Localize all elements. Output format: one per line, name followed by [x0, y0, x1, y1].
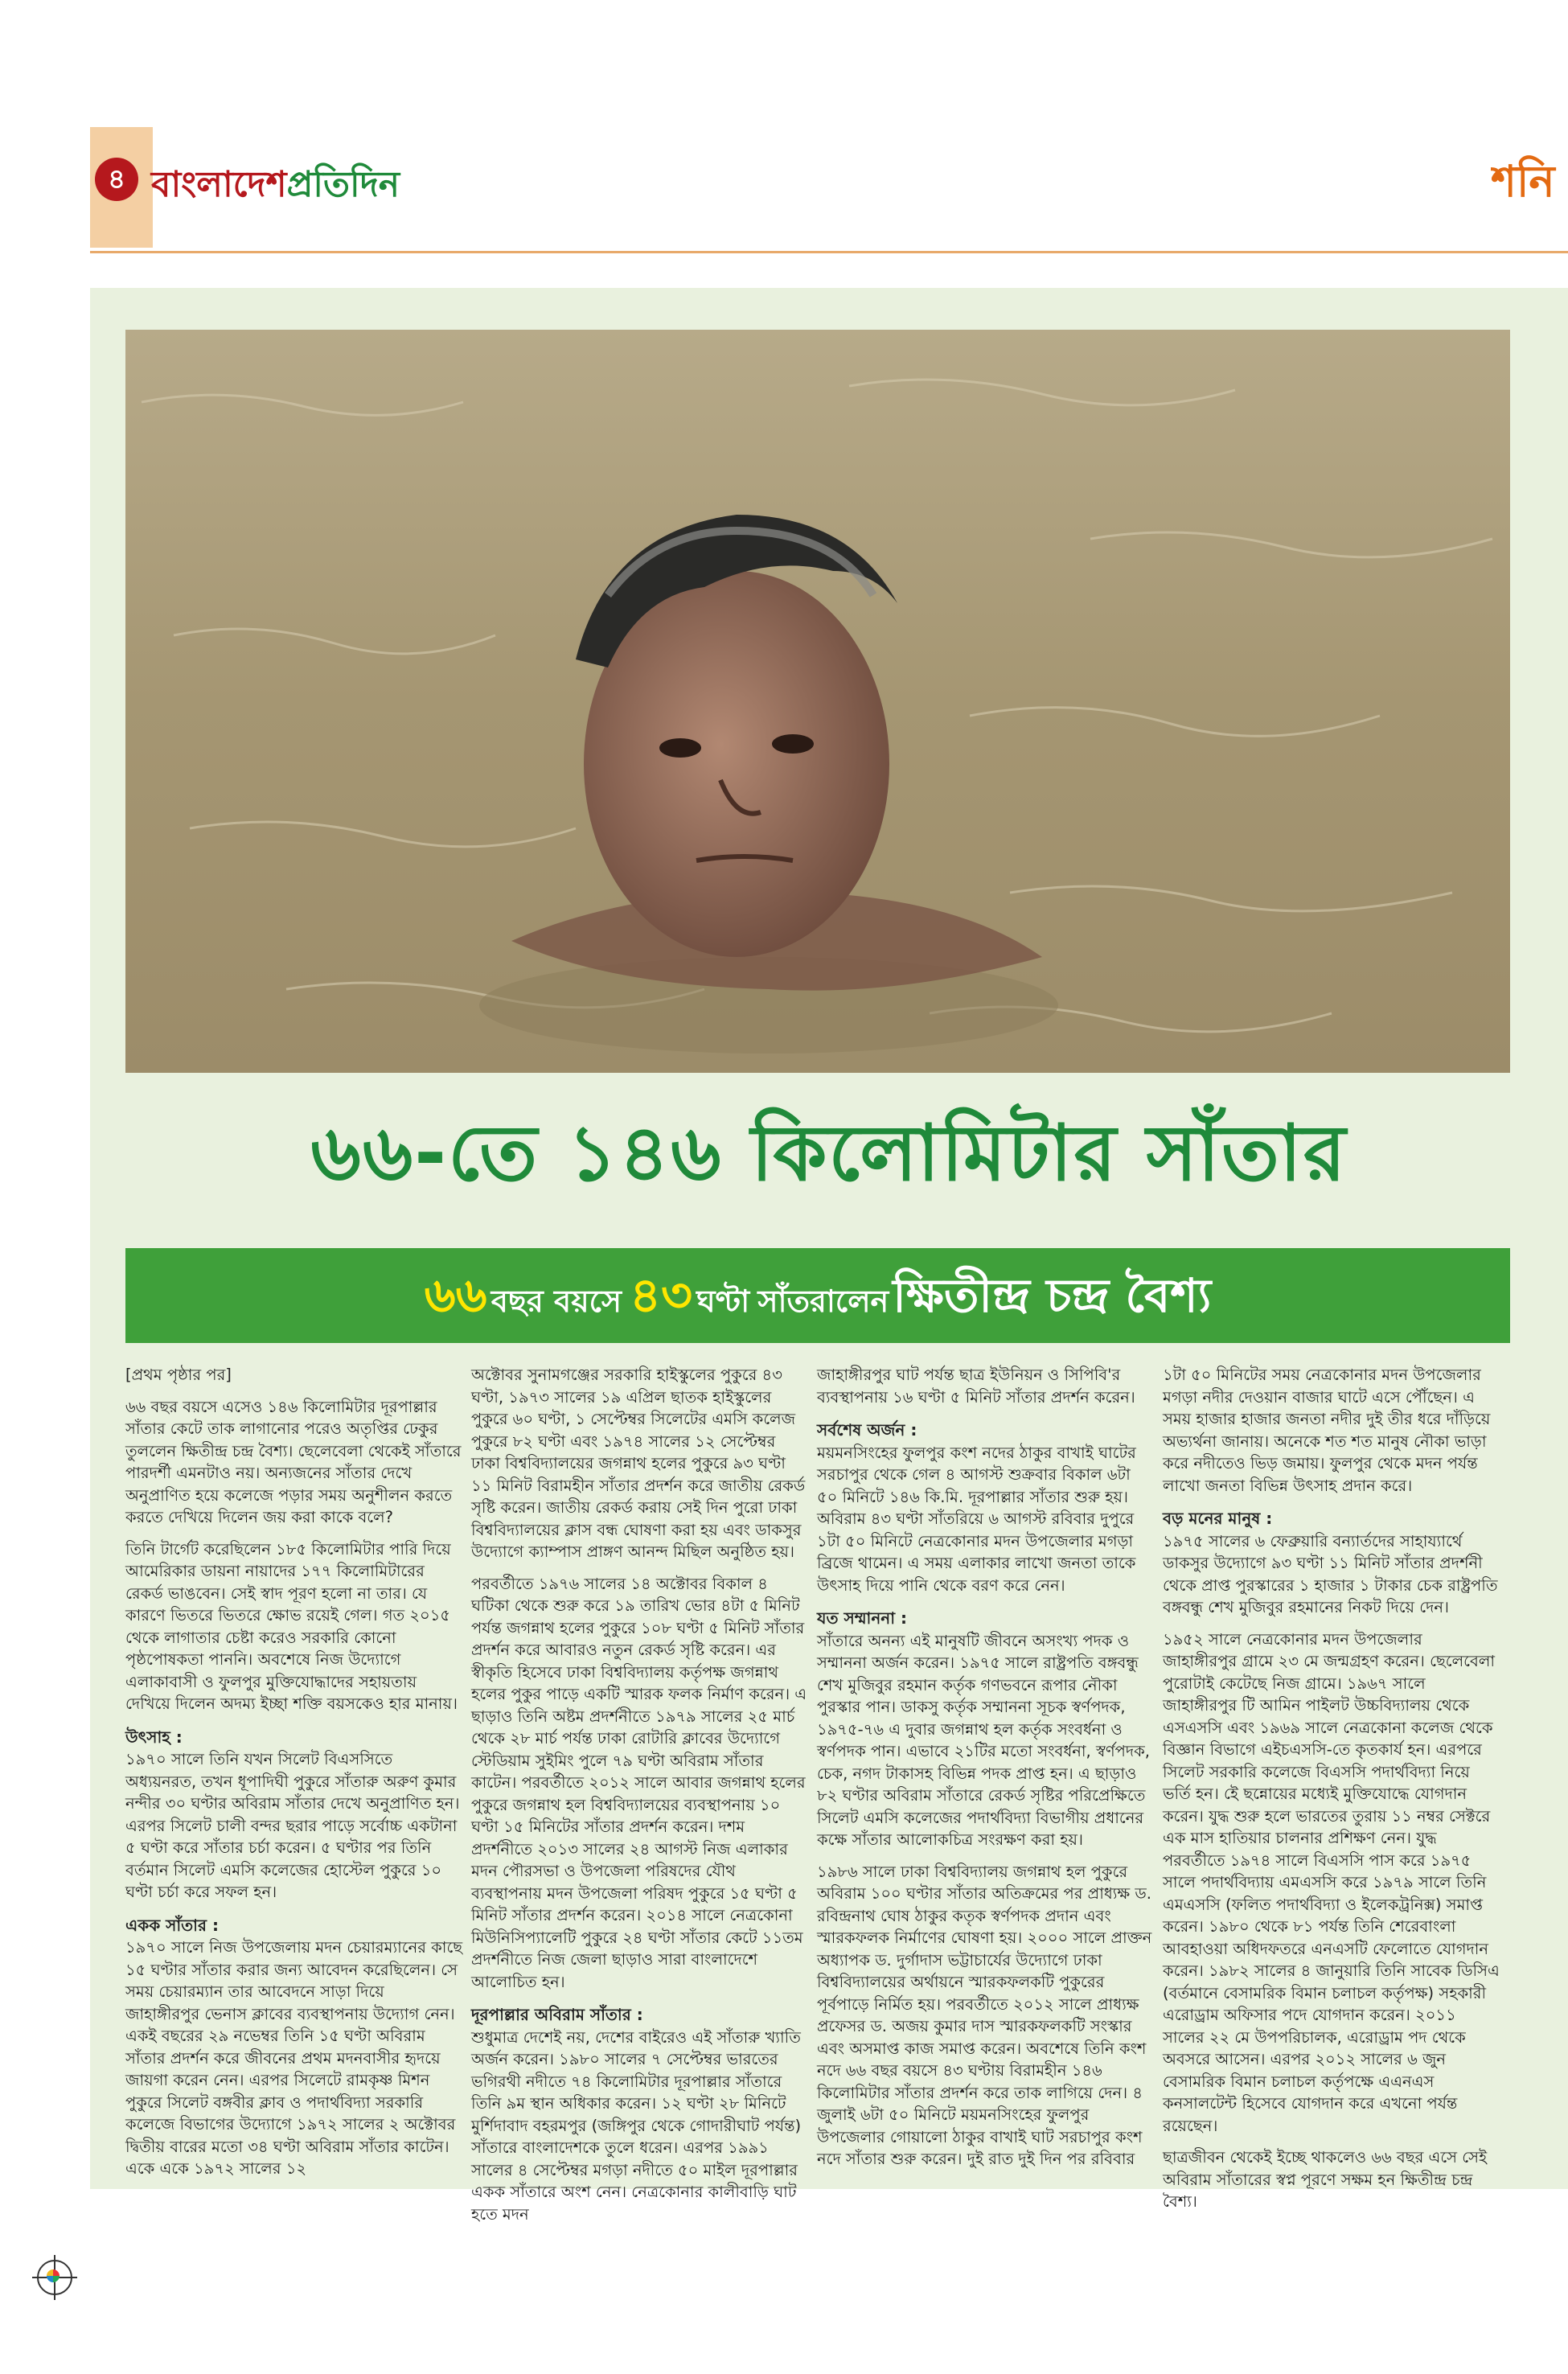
article-column-3 [817, 1364, 1155, 2180]
article-photo [125, 330, 1510, 1073]
paragraph: ছাত্রজীবন থেকেই ইচ্ছে থাকলেও ৬৬ বছর এসে সেই অবিরাম সাঁতারের স্বপ্ন পূরণে সক্ষম হন ক্ষিতীন্দ্র চন্দ্র বৈশ্য। [1163, 2148, 1488, 2211]
article-headline: ৬৬-তে ১৪৬ কিলোমিটার সাঁতার [310, 1108, 1348, 1198]
paragraph: জাহাঙ্গীরপুর ঘাট পর্যন্ত ছাত্র ইউনিয়ন ও সিপিবি'র ব্যবস্থাপনায় ১৬ ঘণ্টা ৫ মিনিট সাঁতার প্রদর্শন করেন। [817, 1366, 1135, 1407]
paragraph: শুধুমাত্র দেশেই নয়, দেশের বাইরেও এই সাঁতারু খ্যাতি অর্জন করেন। ১৯৮০ সালের ৭ সেপ্টেম্বর ভারতের ভগিরথী নদীতে ৭৪ কিলোমিটার দূরপাল্লার সাঁতারে তিনি ৯ম স্থান অধিকার করেন। ১২ ঘণ্টা ২৮ মিনিটে মুর্শিদাবাদ বহরমপুর (জঙ্গিপুর থেকে গোদারীঘাট পর্যন্ত) সাঁতারে বাংলাদেশকে তুলে ধরেন। এরপর ১৯৯১ সালের ৪ সেপ্টেম্বর মগড়া নদীতে ৫০ মাইল দূরপাল্লার একক সাঁতারে অংশ নেন। নেত্রকোনার কালীবাড়ি ঘাট হতে মদন [471, 2027, 802, 2224]
paragraph: অক্টোবর সুনামগঞ্জের সরকারি হাইস্কুলের পুকুরে ৪৩ ঘণ্টা, ১৯৭৩ সালের ১৯ এপ্রিল ছাতক হাইস্কুলের পুকুরে ৬০ ঘণ্টা, ১ সেপ্টেম্বর সিলেটের এমসি কলেজ পুকুরে ৮২ ঘণ্টা এবং ১৯৭৪ সালের ১২ সেপ্টেম্বর ঢাকা বিশ্ববিদ্যালয়ের জগন্নাথ হলের পুকুরে ৯৩ ঘণ্টা ১১ মিনিট বিরামহীন সাঁতার প্রদর্শন করে জাতীয় রেকর্ড সৃষ্টি করেন। জাতীয় রেকর্ড করায় সেই দিন পুরো ঢাকা বিশ্ববিদ্যালয়ের ক্লাস বন্ধ ঘোষণা করা হয় এবং ডাকসুর উদ্যোগে ক্যাম্পাস প্রাঙ্গণ আনন্দ মিছিল অনুষ্ঠিত হয়। [471, 1366, 806, 1561]
article-column-1 [125, 1364, 463, 2190]
paragraph: ১৯৭৫ সালের ৬ ফেব্রুয়ারি বন্যার্তদের সাহায্যার্থে ডাকসুর উদ্যোগে ৯৩ ঘণ্টা ১১ মিনিট সাঁতার প্রদর্শনী থেকে প্রাপ্ত পুরস্কারের ১ হাজার ১ টাকার চেক রাষ্ট্রপতি বঙ্গবন্ধু শেখ মুজিবুর রহমানের নিকট দিয়ে দেন। [1163, 1531, 1498, 1616]
subheadline-name: ক্ষিতীন্দ্র চন্দ্র বৈশ্য [893, 1268, 1212, 1323]
section-label-fragment: শনি [1491, 156, 1555, 207]
paragraph: ১৯৫২ সালে নেত্রকোনার মদন উপজেলার জাহাঙ্গীরপুর গ্রামে ২৩ মে জন্মগ্রহণ করেন। ছেলেবেলা পুরোটাই কেটেছে নিজ গ্রামে। ১৯৬৭ সালে জাহাঙ্গীরপুর টি আমিন পাইলট উচ্চবিদ্যালয় থেকে এসএসসি এবং ১৯৬৯ সালে নেত্রকোনা কলেজ থেকে বিজ্ঞান বিভাগে এইচএসসি-তে কৃতকার্য হন। এরপরে সিলেট সরকারি কলেজে বিএসসি পদার্থবিদ্যা নিয়ে ভর্তি হন। ইে ছন্নোয়ের মধ্যেই মুক্তিযোদ্ধে যোগদান করেন। যুদ্ধ শুরু হলে ভারতের তুরায় ১১ নম্বর সেক্টরে এক মাস হাতিয়ার চালনার প্রশিক্ষণ নেন। যুদ্ধ পরবর্তীতে ১৯৭৪ সালে বিএসসি পাস করে ১৯৭৫ সালে পদার্থবিদ্যায় এমএসসি করে ১৯৭৯ সালে তিনি এমএসসি (ফলিত পদার্থবিদ্যা ও ইলেকট্রনিক্স) সমাপ্ত করেন। ১৯৮০ থেকে ৮১ পর্যন্ত তিনি শেরেবাংলা আবহাওয়া অধিদফতরে এনএসটি ফেলোতে যোগদান করেন। ১৯৮২ সালের ৪ জানুয়ারি তিনি সাবেক ডিসিএ (বর্তমানে বেসামরিক বিমান চলাচল কর্তৃপক্ষ) সহকারী এরোড্রাম অফিসার পদে যোগদান করেন। ২০১১ সালের ২২ মে উপপরিচালক, এরোড্রাম পদ থেকে অবসরে আসেন। এরপর ২০১২ সালের ৬ জুন বেসামরিক বিমান চলাচল কর্তৃপক্ষে এএনএস কনসালটেন্ট হিসেবে যোগদান করে এখনো পর্যন্ত রয়েছেন। [1163, 1629, 1500, 2135]
color-registration-icon [47, 2269, 60, 2282]
paragraph: ৬৬ বছর বয়সে এসেও ১৪৬ কিলোমিটার দূরপাল্লার সাঁতার কেটে তাক লাগানোর পরেও অতৃপ্তির ঢেকুর তুললেন ক্ষিতীন্দ্র চন্দ্র বৈশ্য। ছেলেবেলা থেকেই সাঁতারে পারদর্শী এমনটাও নয়। অন্যজনের সাঁতার দেখে অনুপ্রাণিত হয়ে কলেজে পড়ার সময় অনুশীলন করতে করতে দেখিয়ে দিলেন জয় করা কাকে বলে? [125, 1397, 462, 1526]
paragraph: ১৯৭০ সালে তিনি যখন সিলেট বিএসসিতে অধ্যয়নরত, তখন ধূপাদিঘী পুকুরে সাঁতারু অরুণ কুমার নন্দীর ৩০ ঘণ্টার অবিরাম সাঁতার দেখে অনুপ্রাণিত হন। এরপর সিলেট চালী বন্দর ছরার পাড়ে সর্বোচ্চ একটানা ৫ ঘণ্টা করে সাঁতার চর্চা করেন। ৫ ঘণ্টার পর তিনি বর্তমান সিলেট এমসি কলেজের হোস্টেল পুকুরে ১০ ঘণ্টা চর্চা করে সফল হন। [125, 1750, 460, 1901]
subheadline-age: ৬৬ [424, 1267, 487, 1324]
section-heading: দূরপাল্লার অবিরাম সাঁতার : [471, 2005, 643, 2024]
section-heading: একক সাঁতার : [125, 1915, 219, 1935]
paragraph: ১৯৮৬ সালে ঢাকা বিশ্ববিদ্যালয় জগন্নাথ হল পুকুরে অবিরাম ১০০ ঘণ্টার সাঁতার অতিক্রমের পর প্রাধ্যক্ষ ড. রবিন্দ্রনাথ ঘোষ ঠাকুর কতৃক স্বর্ণপদক প্রদান এবং স্মারকফলক নির্মাণের ঘোষণা হয়। ২০০০ সালে প্রাক্তন অধ্যাপক ড. দুর্গাদাস ভট্টাচার্যের উদ্যোগে ঢাকা বিশ্ববিদ্যালয়ের অর্থায়নে স্মারকফলকটি পুকুরের পূর্বপাড়ে নির্মিত হয়। পরবর্তীতে ২০১২ সালে প্রাধ্যক্ষ প্রফেসর ড. অজয় কুমার দাস স্মারকফলকটি সংস্কার এবং অসমাপ্ত কাজ সমাপ্ত করেন। অবশেষে তিনি কংশ নদে ৬৬ বছর বয়সে ৪৩ ঘণ্টায় বিরামহীন ১৪৬ কিলোমিটার সাঁতার প্রদর্শন করে তাক লাগিয়ে দেন। ৪ জুলাই ৬টা ৫০ মিনিটে ময়মনসিংহের ফুলপুর উপজেলার গোয়ালো ঠাকুর বাখাই ঘাট সরচাপুর কংশ নদে সাঁতার শুরু করেন। দুই রাত দুই দিন পর রবিবার [817, 1862, 1152, 2168]
section-heading: যত সম্মাননা : [817, 1608, 907, 1628]
section-heading: বড় মনের মানুষ : [1163, 1509, 1273, 1528]
subheadline-verb: সাঁতরালেন [757, 1284, 889, 1319]
section-heading: সর্বশেষ অর্জন : [817, 1420, 917, 1440]
subheadline-age-suffix: বছর বয়সে [491, 1284, 622, 1319]
subheadline-hours: ৪৩ [630, 1267, 693, 1324]
page-number: ৪ [95, 158, 138, 201]
masthead-part2: প্রতিদিন [286, 164, 400, 205]
masthead-part1: বাংলাদেশ [151, 164, 287, 205]
swimmer-photo-illustration [125, 330, 1510, 1073]
paragraph: ১টা ৫০ মিনিটের সময় নেত্রকোনার মদন উপজেলার মগড়া নদীর দেওয়ান বাজার ঘাটে এসে পৌঁছেন। এ সময় হাজার হাজার জনতা নদীর দুই তীর ধরে দাঁড়িয়ে অভ্যর্থনা জানায়। অনেকে শত শত মানুষ নৌকা ভাড়া করে নদীতেও ভিড় জমায়। ফুলপুর থেকে মদন পর্যন্ত লাখো জনতা বিভিন্ন উৎসাহ প্রদান করে। [1163, 1366, 1491, 1495]
subheadline-bar [125, 1248, 1510, 1343]
paragraph: তিনি টার্গেট করেছিলেন ১৮৫ কিলোমিটার পারি দিয়ে আমেরিকার ডায়না নায়াদের ১৭৭ কিলোমিটারের রেকর্ড ভাঙবেন। সেই স্বাদ পূরণ হলো না তার। যে কারণে ভিতরে ভিতরে ক্ষোভ রয়েই গেল। গত ২০১৫ থেকে লাগাতার চেষ্টা করেও সরকারি কোনো পৃষ্ঠপোষকতা পাননি। অবশেষে নিজ উদ্যোগে এলাকাবাসী ও ফুলপুর মুক্তিযোদ্ধাদের সহায়তায় দেখিয়ে দিলেন অদম্য ইচ্ছা শক্তি বয়সকেও হার মানায়। [125, 1539, 458, 1713]
header-divider [90, 251, 1568, 253]
paragraph: ১৯৭০ সালে নিজ উপজেলায় মদন চেয়ারম্যানের কাছে ১৫ ঘণ্টার সাঁতার করার জন্য আবেদন করেছিলেন। সে সময় চেয়ারম্যান তার আবেদনে সাড়া দিয়ে জাহাঙ্গীরপুর ভেনাস ক্লাবের ব্যবস্থাপনায় উদ্যোগ নেন। একই বছরের ২৯ নভেম্বর তিনি ১৫ ঘণ্টা অবিরাম সাঁতার প্রদর্শন করে জীবনের প্রথম মদনবাসীর হৃদয়ে জায়গা করেন নেন। এরপর সিলেটে রামকৃষ্ণ মিশন পুকুরে সিলেট বঙ্গবীর ক্লাব ও পদার্থবিদ্যা সরকারি কলেজে বিভাগের উদ্যোগে ১৯৭২ সালের ২ অক্টোবর দ্বিতীয় বারের মতো ৩৪ ঘণ্টা অবিরাম সাঁতার কাটেন। একে একে ১৯৭২ সালের ১২ [125, 1938, 463, 2178]
continuation-note: [প্রথম পৃষ্ঠার পর] [125, 1366, 232, 1384]
article-column-2 [471, 1364, 809, 2235]
article-column-4 [1163, 1364, 1500, 2223]
section-heading: উৎসাহ : [125, 1727, 183, 1747]
newspaper-masthead [151, 158, 400, 216]
paragraph: সাঁতারে অনন্য এই মানুষটি জীবনে অসংখ্য পদক ও সম্মাননা অর্জন করেন। ১৯৭৫ সালে রাষ্ট্রপতি বঙ্গবন্ধু শেখ মুজিবুর রহমান কর্তৃক গণভবনে রূপার নৌকা পুরস্কার পান। ডাকসু কর্তৃক সম্মাননা সূচক স্বর্ণপদক, ১৯৭৫-৭৬ এ দুবার জগন্নাথ হল কর্তৃক সংবর্ধনা ও স্বর্ণপদক পান। এভাবে ২১টির মতো সংবর্ধনা, স্বর্ণপদক, চেক, নগদ টাকাসহ বিভিন্ন পদক প্রাপ্ত হন। এ ছাড়াও ৮২ ঘণ্টার অবিরাম সাঁতারে রেকর্ড সৃষ্টির পরিপ্রেক্ষিতে সিলেট এমসি কলেজের পদার্থবিদ্যা বিভাগীয় প্রধানের কক্ষে সাঁতার আলোকচিত্র সংরক্ষণ করা হয়। [817, 1631, 1150, 1849]
subheadline-hours-suffix: ঘণ্টা [696, 1284, 750, 1319]
paragraph: পরবর্তীতে ১৯৭৬ সালের ১৪ অক্টোবর বিকাল ৪ ঘটিকা থেকে শুরু করে ১৯ তারিখ ভোর ৪টা ৫ মিনিট পর্যন্ত জগন্নাথ হলের পুকুরে ১০৮ ঘণ্টা ৫ মিনিট সাঁতার প্রদর্শন করে আবারও নতুন রেকর্ড সৃষ্টি করেন। এর স্বীকৃতি হিসেবে ঢাকা বিশ্ববিদ্যালয় কর্তৃপক্ষ জগন্নাথ হলের পুকুর পাড়ে একটি স্মারক ফলক নির্মাণ করেন। এ ছাড়াও তিনি অষ্টম প্রদর্শনীতে ১৯৭৯ সালের ২৫ মার্চ থেকে ২৮ মার্চ পর্যন্ত ঢাকা রোটারি ক্লাবের উদ্যোগে স্টেডিয়াম সুইমিং পুলে ৭৯ ঘণ্টা অবিরাম সাঁতার কাটেন। পরবর্তীতে ২০১২ সালে আবার জগন্নাথ হলের পুকুরে জগন্নাথ হল বিশ্ববিদ্যালয়ের ব্যবস্থাপনায় ১০ ঘণ্টা ১৫ মিনিটের সাঁতার প্রদর্শন করেন। দশম প্রদর্শনীতে ২০১৩ সালের ২৪ আগস্ট নিজ এলাকার মদন পৌরসভা ও উপজেলা পরিষদের যৌথ ব্যবস্থাপনায় মদন উপজেলা পরিষদ পুকুরে ১৫ ঘণ্টা ৫ মিনিট সাঁতার প্রদর্শন করেন। ২০১৪ সালে নেত্রকোনা মিউনিসিপ্যালেটি পুকুরে ২৪ ঘণ্টা সাঁতার কেটে ১১তম প্রদর্শনীতে নিজ জেলা ছাড়াও সারা বাংলাদেশে আলোচিত হন। [471, 1574, 807, 1991]
paragraph: ময়মনসিংহের ফুলপুর কংশ নদের ঠাকুর বাখাই ঘাটের সরচাপুর থেকে গেল ৪ আগস্ট শুক্রবার বিকাল ৬টা ৫০ মিনিটে ১৪৬ কি.মি. দূরপাল্লার সাঁতার শুরু হয়। অবিরাম ৪৩ ঘণ্টা সাঁতরিয়ে ৬ আগস্ট রবিবার দুপুরে ১টা ৫০ মিনিটে নেত্রকোনার মদন উপজেলার মগড়া ব্রিজে থামেন। এ সময় এলাকার লাখো জনতা তাকে উৎসাহ দিয়ে পানি থেকে বরণ করে নেন। [817, 1443, 1136, 1595]
